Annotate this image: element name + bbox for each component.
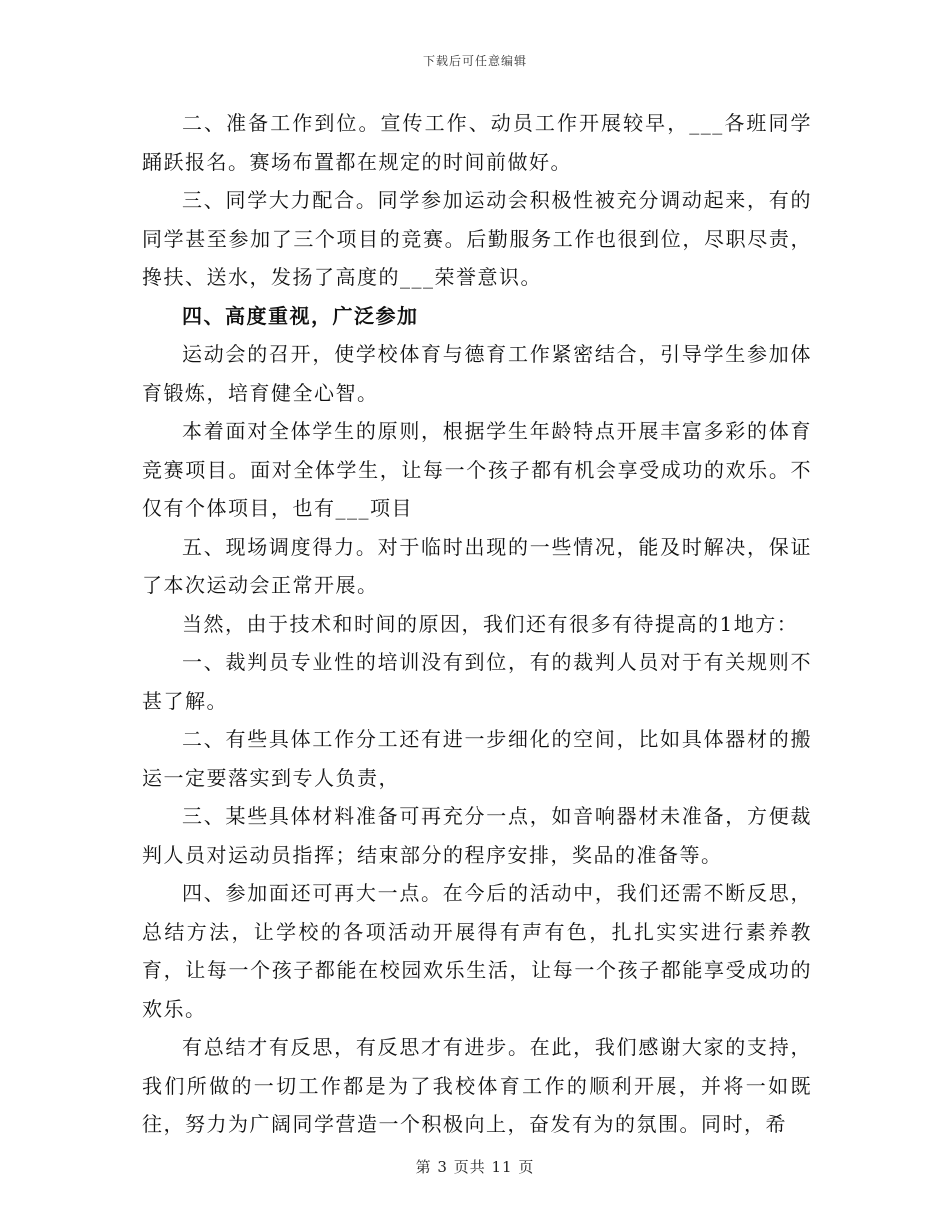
document-body: [142, 104, 812, 1144]
paragraph-referee-training: 一、裁判员专业性的培训没有到位，有的裁判人员对于有关规则不甚了解。: [142, 650, 812, 713]
paragraph-participation: 四、参加面还可再大一点。在今后的活动中，我们还需不断反思，总结方法，让学校的各项活动开展得有声有色，扎扎实实进行素养教育，让每一个孩子都能在校园欢乐生活，让每一个孩子都能享受成功的欢乐。: [142, 881, 812, 1021]
paragraph-dispatch: 五、现场调度得力。对于临时出现的一些情况，能及时解决，保证了本次运动会正常开展。: [142, 534, 812, 597]
paragraph-work-division: 二、有些具体工作分工还有进一步细化的空间，比如具体器材的搬运一定要落实到专人负责，: [142, 727, 812, 790]
paragraph-conclusion: 有总结才有反思，有反思才有进步。在此，我们感谢大家的支持，我们所做的一切工作都是为了我校体育工作的顺利开展，并将一如既往，努力为广阔同学营造一个积极向上，奋发有为的氛围。同时，希: [142, 1035, 812, 1136]
paragraph-improvements-intro: 当然，由于技术和时间的原因，我们还有很多有待提高的1地方：: [182, 611, 799, 636]
page-number: 第 3 页共 11 页: [415, 1158, 535, 1176]
paragraph-principle: 本着面对全体学生的原则，根据学生年龄特点开展丰富多彩的体育竞赛项目。面对全体学生，让每一个孩子都有机会享受成功的欢乐。不仅有个体项目，也有___项目: [142, 419, 812, 520]
paragraph-materials: 三、某些具体材料准备可再充分一点，如音响器材未准备，方便裁判人员对运动员指挥；结束部分的程序安排，奖品的准备等。: [142, 804, 812, 867]
paragraph-sports-meet: 运动会的召开，使学校体育与德育工作紧密结合，引导学生参加体育锻炼，培育健全心智。: [142, 342, 812, 405]
paragraph-cooperation: 三、同学大力配合。同学参加运动会积极性被充分调动起来，有的同学甚至参加了三个项目的竞赛。后勤服务工作也很到位，尽职尽责，搀扶、送水，发扬了高度的___荣誉意识。: [142, 188, 812, 289]
paragraph-preparation: 二、准备工作到位。宣传工作、动员工作开展较早，___各班同学踊跃报名。赛场布置都在规定的时间前做好。: [142, 111, 812, 174]
page-header: 下载后可任意编辑: [422, 54, 527, 68]
section-heading: 四、高度重视，广泛参加: [182, 303, 419, 328]
